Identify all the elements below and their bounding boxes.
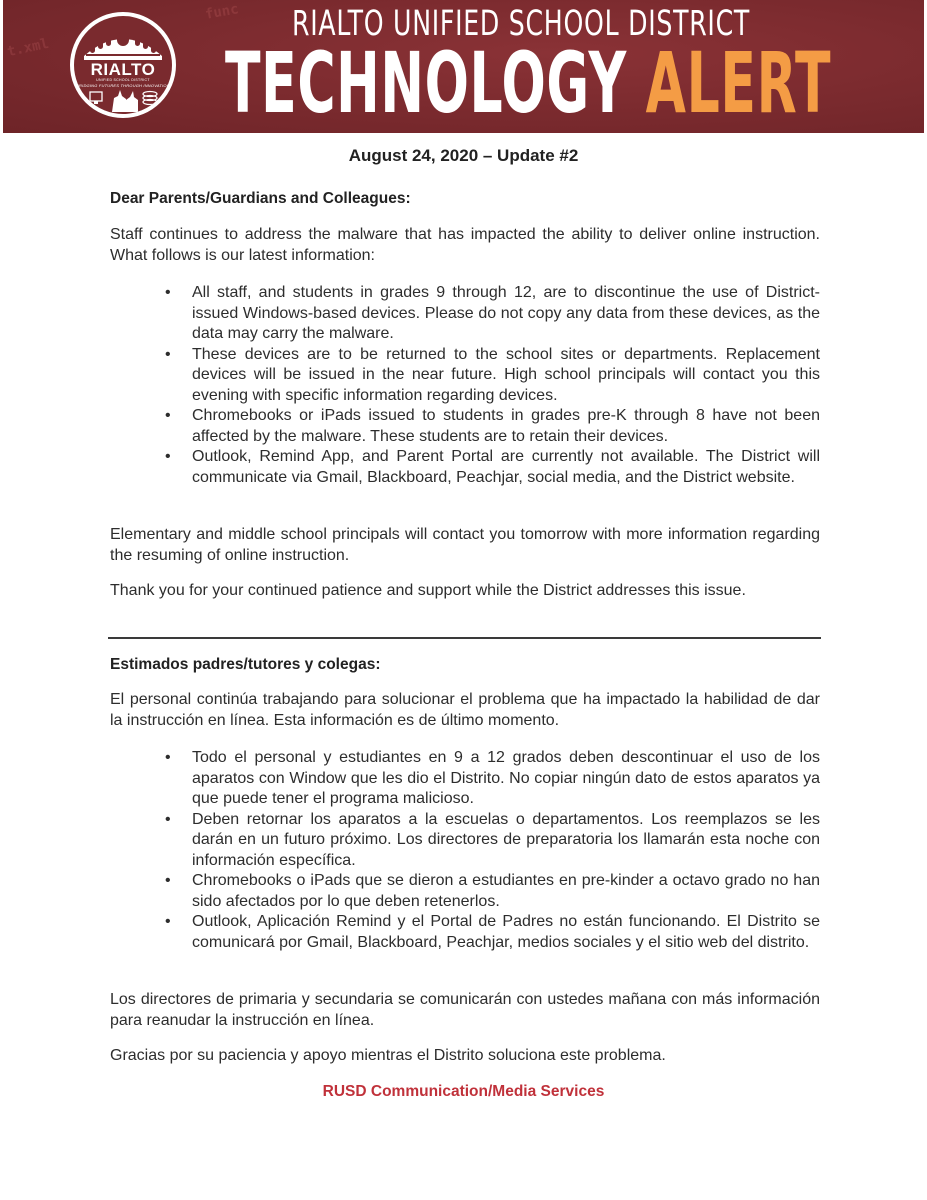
background-code-text: t.xml (5, 35, 51, 61)
header-banner (3, 0, 924, 133)
english-followup-block (110, 525, 820, 566)
spanish-thanks-block (110, 1046, 820, 1067)
english-bullet-list (110, 283, 820, 488)
title-technology: TECHNOLOGY (225, 34, 627, 132)
english-followup: Elementary and middle school principals will contact you tomorrow with more information regarding the resuming of online instruction. (110, 526, 820, 564)
list-item: • All staff, and students in grades 9 through 12, are to discontinue the use of District-issued Windows-based devices. Please do not copy any data from these devices, as the data may carry the malware. (110, 283, 820, 345)
list-item: • Chromebooks or iPads issued to students in grades pre-K through 8 have not been affected by the malware. These students are to retain their devices. (110, 406, 820, 447)
english-thanks: Thank you for your continued patience and support while the District addresses this issue. (110, 582, 746, 599)
spanish-thanks: Gracias por su paciencia y apoyo mientras el Distrito soluciona este problema. (110, 1047, 666, 1064)
spanish-bullets-block (110, 748, 820, 953)
spanish-salutation-block (110, 655, 820, 676)
background-code-text: func (203, 1, 240, 23)
list-item: • These devices are to be returned to the school sites or departments. Replacement devices will be issued in the near future. High school principals will contact you this evening with specific information regarding devices. (110, 345, 820, 407)
list-item: • Todo el personal y estudiantes en 9 a 12 grados deben descontinuar el uso de los aparatos con Window que les dio el Distrito. No copiar ningún dato de estos aparatos ya que puede tener el programa malicioso. (110, 748, 820, 810)
graduates-icon (86, 90, 160, 112)
spanish-salutation: Estimados padres/tutores y colegas: (110, 656, 381, 673)
english-thanks-block (110, 581, 820, 602)
english-bullets-block (110, 283, 820, 488)
spanish-bullet-list (110, 748, 820, 953)
bridge-icon (82, 26, 164, 60)
list-item: • Chromebooks o iPads que se dieron a estudiantes en pre-kinder a octavo grado no han sido afectados por lo que deben retenerlos. (110, 871, 820, 912)
alert-title (225, 34, 832, 132)
signature: RUSD Communication/Media Services (322, 1083, 605, 1100)
spanish-intro: El personal continúa trabajando para solucionar el problema que ha impactado la habilidad de dar la instrucción en línea. Esta información es de último momento. (110, 691, 820, 729)
list-item: • Outlook, Remind App, and Parent Portal are currently not available. The District will communicate via Gmail, Blackboard, Peachjar, social media, and the District website. (110, 447, 820, 488)
spanish-followup: Los directores de primaria y secundaria se comunicarán con ustedes mañana con más información para reanudar la instrucción en línea. (110, 991, 820, 1029)
title-alert: ALERT (645, 34, 832, 132)
logo-tagline: BRIDGING FUTURES THROUGH INNOVATION (76, 83, 170, 88)
english-salutation: Dear Parents/Guardians and Colleagues: (110, 190, 411, 207)
english-salutation-block (110, 189, 820, 210)
english-intro-block (110, 225, 820, 266)
spanish-intro-block (110, 690, 820, 731)
district-name: RIALTO UNIFIED SCHOOL DISTRICT (292, 4, 750, 44)
spanish-followup-block (110, 990, 820, 1031)
date-update-heading: August 24, 2020 – Update #2 (348, 146, 579, 165)
list-item: • Deben retornar los aparatos a la escuelas o departamentos. Los reemplazos se les darán en un futuro próximo. Los directores de preparatoria los llamarán esta noche con información específica. (110, 810, 820, 872)
logo-subtitle: UNIFIED SCHOOL DISTRICT (96, 78, 150, 82)
section-divider (108, 637, 821, 639)
english-intro: Staff continues to address the malware that has impacted the ability to deliver online instruction. What follows is our latest information: (110, 226, 820, 264)
district-logo (70, 12, 176, 118)
logo-name: RIALTO (90, 60, 156, 79)
list-item: • Outlook, Aplicación Remind y el Portal de Padres no están funcionando. El Distrito se comunicará por Gmail, Blackboard, Peachjar, medios sociales y el sitio web del distrito. (110, 912, 820, 953)
